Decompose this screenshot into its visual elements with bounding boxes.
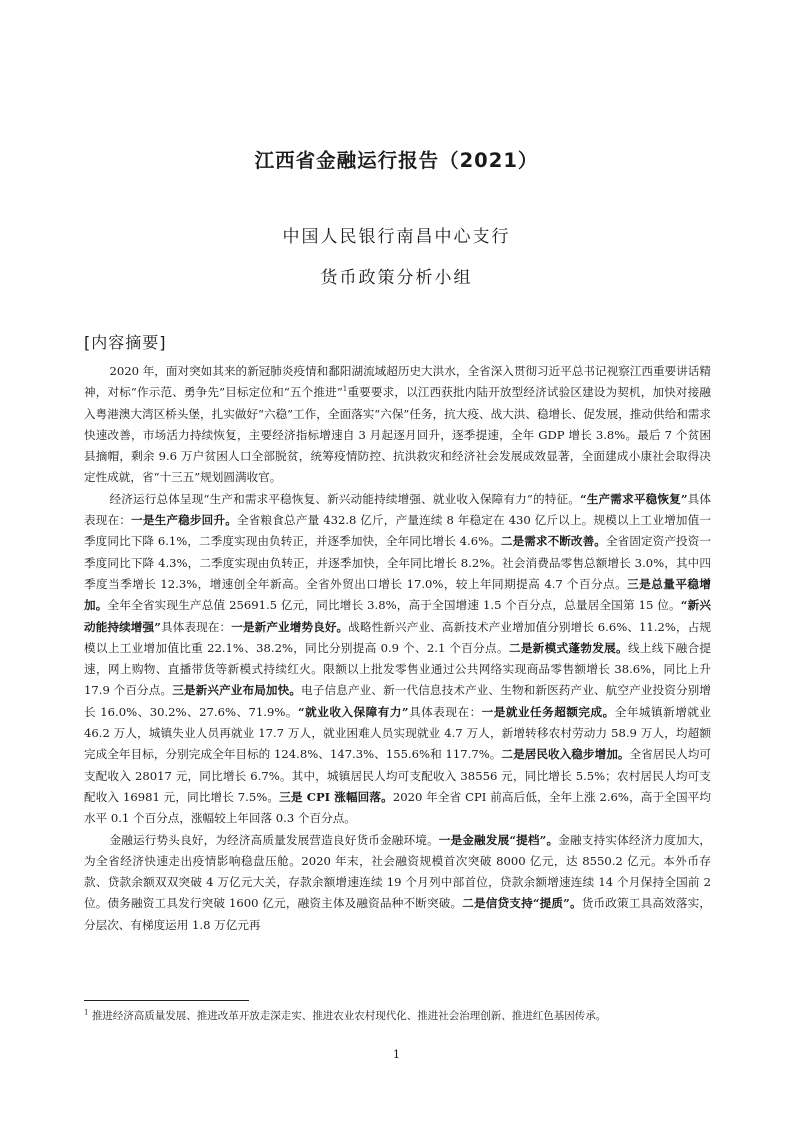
footnote [84,1009,711,1024]
paragraph-text: 全省居民人均可支配收入 28017 元，同比增长 6.7%。其中，城镇居民人均可支配收入 38556 元，同比增长 5.5%；农村居民人均可支配收入 16981 元，同比增长 7.5%。 [84,747,711,804]
paragraph-text: 2020 年，面对突如其来的新冠肺炎疫情和鄱阳湖流域超历史大洪水，全省深入贯彻习近平总书记视察江西重要讲话精神，对标“作示范、勇争先”目标定位和“五个推进” [84,364,711,400]
bold-phrase: 二是新模式蓬勃发展。 [508,640,628,655]
bold-phrase: 二是信贷支持“提质”。 [462,896,582,911]
paragraph-text: 金融支持实体经济力度加大，为全省经济快速走出疫情影响稳盘压舱。2020 年末，社会融资规模首次突破 8000 亿元，达 8550.2 亿元。本外币存款、贷款余额双双突破 4 万亿元大关，存款余额增速连续 19 个月列中部首位，贷款余额增速连续 14 个月保持全国前 2 位。债务融资工具发行突破 1600 亿元，融资主体及融资品种不断突破。 [84,832,711,911]
paragraph-text: 重要要求，以江西获批内陆开放型经济试验区建设为契机，加快对接融入粤港澳大湾区桥头堡，扎实做好“六稳”工作，全面落实“六保”任务，抗大疫、战大洪、稳增长、促发展，推动供给和需求快速改善，市场活力持续恢复，主要经济指标增速自 3 月起逐月回升，逐季提速，全年 GDP 增长 3.8%。最后 7 个贫困县摘帽，剩余 9.6 万户贫困人口全部脱贫，统筹疫情防控、抗洪救灾和经济社会发展成效显著，全面建成小康社会取得决定性成就，省“十三五”规划圆满收官。 [84,385,711,485]
footnote-mark: 1 [84,1008,89,1017]
abstract-heading: [内容摘要] [84,333,167,352]
bold-phrase: 一是金融发展“提档”。 [438,832,559,847]
issuing-organization: 中国人民银行南昌中心支行 [282,227,511,247]
paragraph-text: 全年城镇新增就业 46.2 万人，城镇失业人员再就业 17.7 万人，就业困难人员实现就业 4.7 万人，新增转移农村劳动力 58.9 万人，均超额完成全年目标，分别完成全年目标的 124.8%、147.3%、155.6%和 117.7%。 [84,704,711,762]
abstract-body [84,361,711,936]
author-team: 货币政策分析小组 [320,268,473,288]
report-title: 江西省金融运行报告（2021） [254,149,539,172]
bold-phrase: 三是总量平稳增加。 [84,576,711,613]
paragraph-text: 具体表现在： [160,619,232,634]
bold-phrase: 三是 CPI 涨幅回落。 [279,789,393,804]
bold-phrase: 一是就业任务超额完成。 [481,704,615,719]
bold-phrase: 二是需求不断改善。 [500,534,606,549]
paragraph-text: 全年全省实现生产总值 25691.5 亿元，同比增长 3.8%，高于全国增速 1.5 个百分点，总量居全国第 15 位。 [107,598,681,613]
abstract-paragraph [84,489,711,830]
paragraph-text: 具体表现在： [408,704,482,719]
paragraph-text: 战略性新兴产业、高新技术产业增加值分别增长 6.6%、11.2%，占规模以上工业增加值比重 22.1%、38.2%，同比分别提高 0.9 个、2.1 个百分点。 [84,619,711,655]
bold-phrase: 一是新产业增势良好。 [231,619,349,634]
bold-phrase: “就业收入保障有力” [297,704,409,719]
page-number: 1 [393,1048,400,1061]
paragraph-text: 金融运行势头良好，为经济高质量发展营造良好货币金融环境。 [109,832,439,847]
bold-phrase: “生产需求平稳恢复” [579,491,688,506]
paragraph-text: 线上线下融合提速，网上购物、直播带货等新模式持续红火。限额以上批发零售业通过公共网络实现商品零售额增长 38.6%，同比上升 17.9 个百分点。 [84,640,711,698]
paragraph-text: 全省固定资产投资一季度同比下降 4.3%，二季度实现由负转正，并逐季加快，全年同比增长 8.2%。社会消费品零售总额增长 3.0%，其中四季度当季增长 12.3%，增速创全年新高。全省外贸出口增长 17.0%，较上年同期提高 4.7 个百分点。 [84,534,711,591]
footnote-text: 推进经济高质量发展、推进改革开放走深走实、推进农业农村现代化、推进社会治理创新、推进红色基因传承。 [91,1010,607,1022]
paragraph-text: 2020 年全省 CPI 前高后低，全年上涨 2.6%，高于全国平均水平 0.1 个百分点，涨幅较上年回落 0.3 个百分点。 [84,789,711,826]
bold-phrase: 三是新兴产业布局加快。 [172,683,302,698]
paragraph-text: 经济运行总体呈现“生产和需求平稳恢复、新兴动能持续增强、就业收入保障有力”的特征。 [109,491,580,506]
bold-phrase: “新兴动能持续增强” [84,598,711,634]
paragraph-text: 货币政策工具高效落实，分层次、有梯度运用 1.8 万亿元再 [84,896,711,932]
abstract-paragraph [84,361,711,489]
footnote-reference[interactable]: 1 [342,385,348,394]
paragraph-text: 具体表现在： [84,491,712,528]
abstract-paragraph [84,830,711,936]
bold-phrase: 二是居民收入稳步增加。 [501,747,630,762]
bold-phrase: 一是生产稳步回升。 [131,513,237,528]
footnote-divider [84,1000,249,1001]
paragraph-text: 全省粮食总产量 432.8 亿斤，产量连续 8 年稳定在 430 亿斤以上。规模以上工业增加值一季度同比下降 6.1%，二季度实现由负转正，并逐季加快，全年同比增长 4.6%。 [84,513,711,549]
paragraph-text: 电子信息产业、新一代信息技术产业、生物和新医药产业、航空产业投资分别增长 16.0%、30.2%、27.6%、71.9%。 [84,683,711,719]
